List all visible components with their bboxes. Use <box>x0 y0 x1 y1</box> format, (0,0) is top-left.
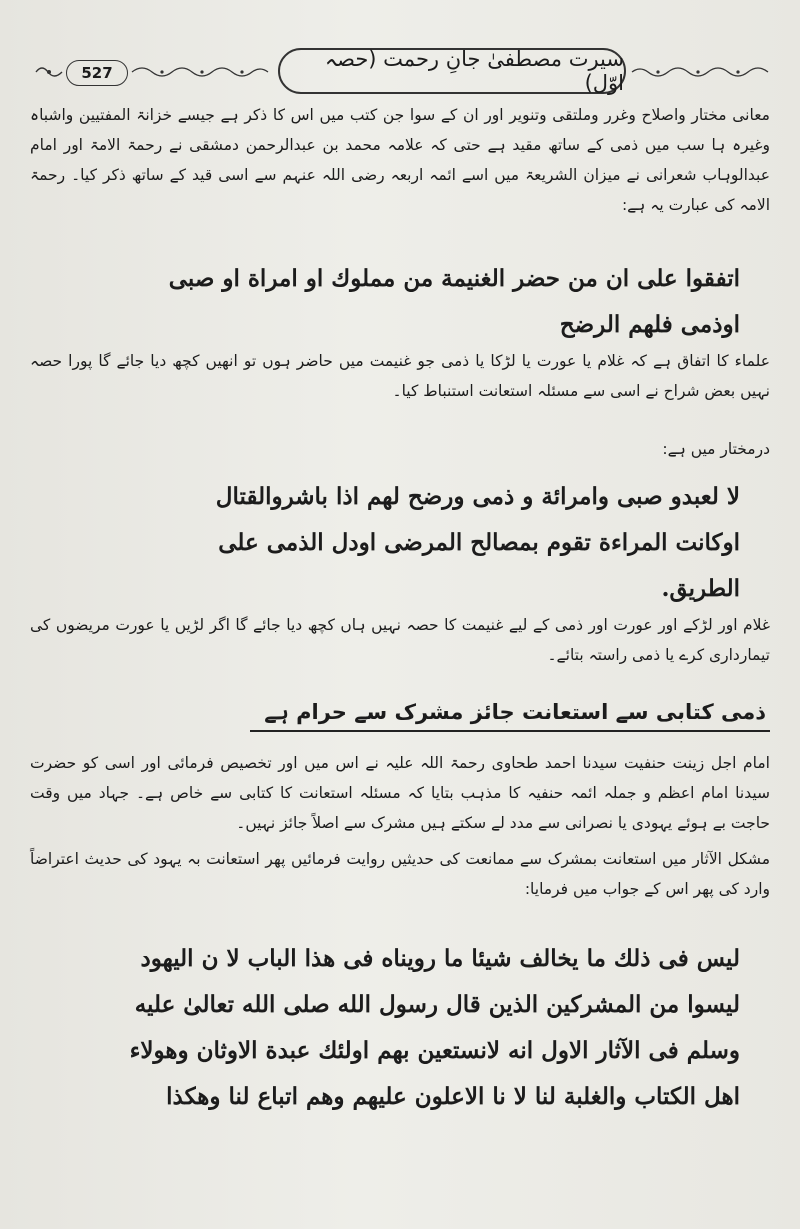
arabic-quote-3-line-4: اهل الكتاب والغلبة لنا لا نا الاعلون علیهم وهم اتباع لنا وهكذا <box>166 1083 740 1110</box>
paragraph-4: غلام اور لڑکے اور عورت اور ذمی کے لیے غنیمت کا حصہ نہیں ہاں کچھ دیا جائے گا اگر لڑیں یا عورت مریضوں کی تیمارداری کرے یا ذمی راستہ بتائے۔ <box>30 616 770 664</box>
arabic-quote-1-line-2: اوذمی فلهم الرضح <box>559 311 740 338</box>
arabic-quote-3-line-1: لیس فی ذلك ما یخالف شیئا ما رویناه فی هذا الباب لا ن الیهود <box>140 945 740 972</box>
arabic-quote-2-line-3: الطریق. <box>661 575 740 602</box>
arabic-quote-3-line-2: لیسوا من المشركین الذین قال رسول الله صلی الله تعالیٰ علیه <box>134 991 740 1018</box>
paragraph-2: علماء کا اتفاق ہے کہ غلام یا عورت یا لڑکا یا ذمی جو غنیمت میں حاضر ہوں تو انھیں کچھ دیا جائے گا پورا حصہ نہیں بعض شراح نے اسی سے مسئلہ استعانت استنباط کیا۔ <box>30 352 770 400</box>
ornament-right <box>630 62 770 82</box>
book-title: سیرت مصطفیٰ جانِ رحمت (حصہ اوّل) <box>324 47 624 95</box>
page-header <box>30 44 770 100</box>
book-title-frame <box>278 48 626 94</box>
paragraph-6: مشکل الآثار میں استعانت بمشرک سے ممانعت کی حدیثیں روایت فرمائیں پھر استعانت بہ یہود کی حدیث اعتراضاً وارد کی پھر اس کے جواب میں فرمایا: <box>30 850 770 898</box>
page-number: 527 <box>66 60 128 86</box>
ornament-left <box>130 62 270 82</box>
arabic-quote-2-line-1: لا لعبدو صبی وامرائة و ذمی ورضح لهم اذا باشروالقتال <box>215 483 740 510</box>
arabic-quote-3-line-3: وسلم فی الآثار الاول انه لانستعین بهم اولئك عبدة الاوثان وهولاء <box>129 1037 740 1064</box>
ornament-left-small <box>34 62 64 82</box>
paragraph-5: امام اجل زینت حنفیت سیدنا احمد طحاوی رحمۃ اللہ علیہ نے اس میں اور تخصیص فرمائی اور اسی کو حضرت سیدنا امام اعظم و جملہ ائمہ حنفیہ کا مذہب بتایا کہ مسئلہ استعانت کا کتابی سے خاص ہے۔ جہاد میں وقت حاجت بے ہوئے یہودی یا نصرانی سے مدد لے سکتے ہیں مشرک سے اصلاً جائز نہیں۔ <box>30 754 770 832</box>
arabic-quote-1-line-1: اتفقوا علی ان من حضر الغنیمة من مملوك او امراة او صبی <box>168 265 740 292</box>
paragraph-3: درمختار میں ہے: <box>662 440 770 458</box>
arabic-quote-2-line-2: اوكانت المراءة تقوم بمصالح المرضی اودل الذمی علی <box>218 529 740 556</box>
section-heading: ذمی کتابی سے استعانت جائز مشرک سے حرام ہے <box>250 700 770 732</box>
paragraph-1: معانی مختار واصلاح وغرر وملتقی وتنویر اور ان کے سوا جن کتب میں اس کا ذکر ہے جیسے خزانۃ المفتیین واشباہ وغیرہ ہا سب میں ذمی کے ساتھ مقید ہے حتی کہ علامہ محمد بن عبدالرحمن دمشقی نے رحمۃ الامۃ اور امام عبدالوہاب شعرانی نے میزان الشریعۃ میں اسے ائمہ اربعہ رضی اللہ عنہم سے اسی قید کے ساتھ ذکر کیا۔ رحمۃ الامہ کی عبارت یہ ہے: <box>30 106 770 214</box>
